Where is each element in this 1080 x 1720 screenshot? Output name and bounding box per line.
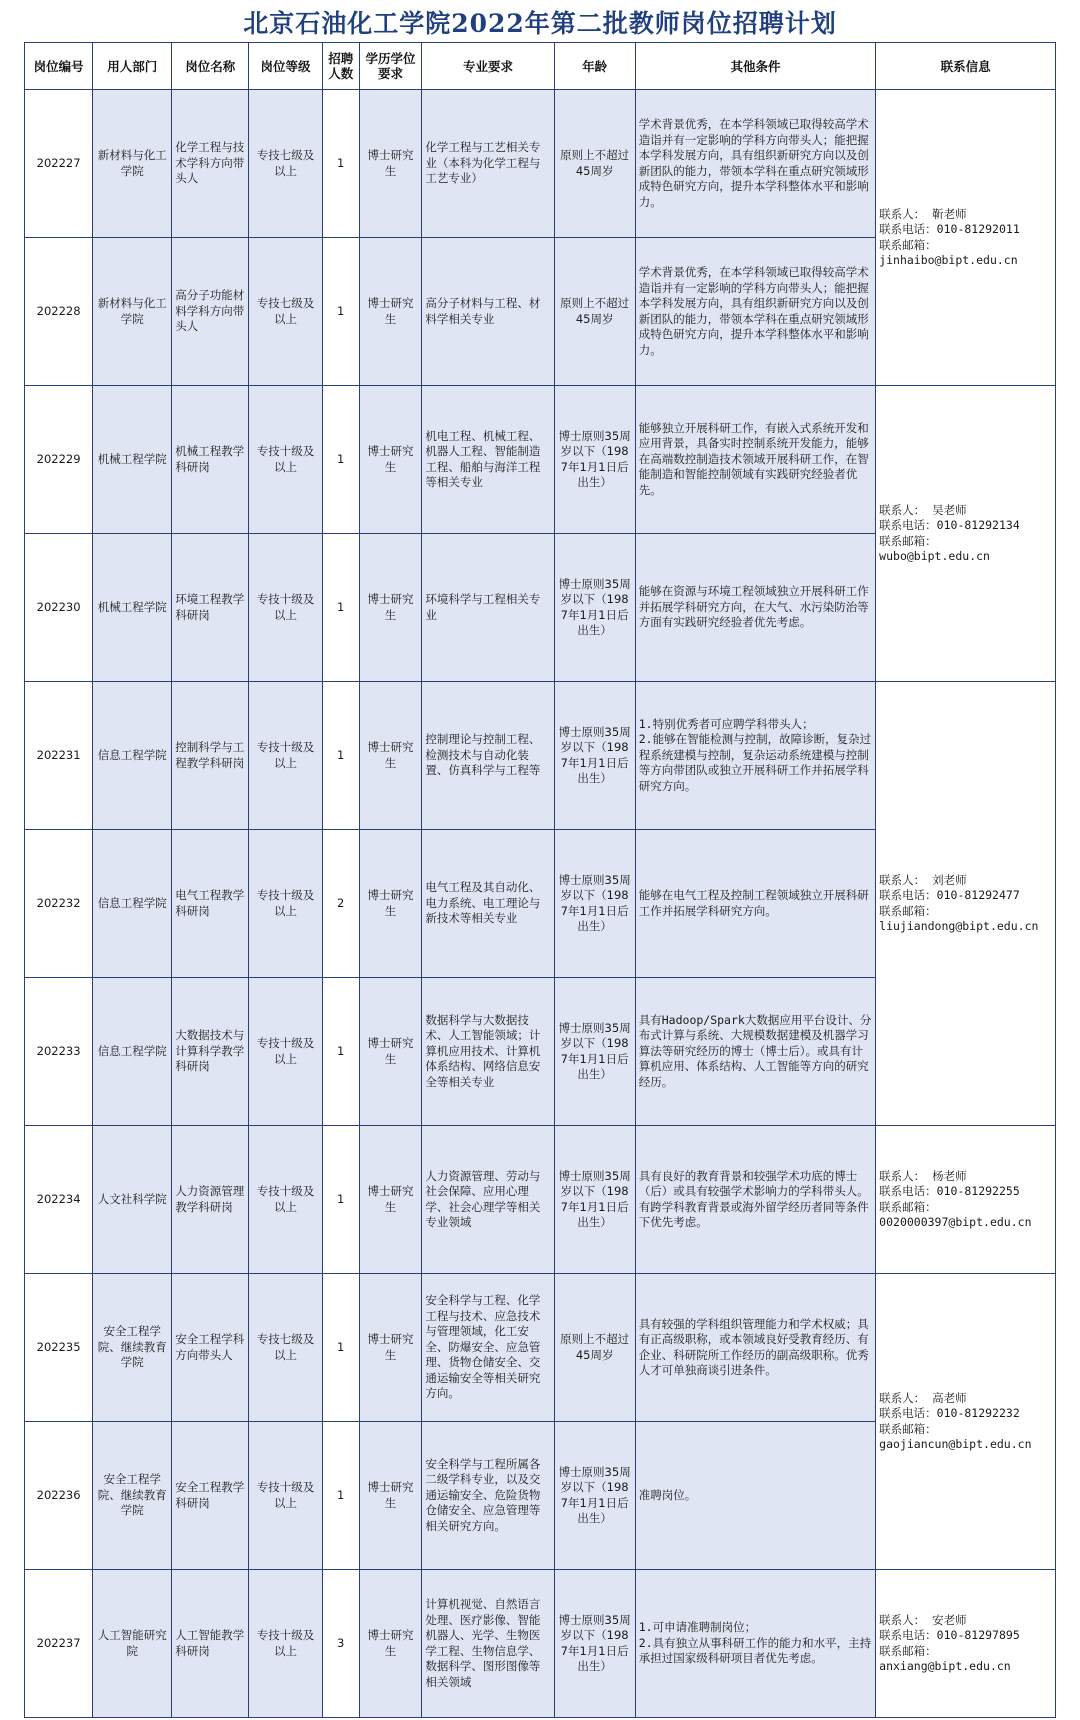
- cell-dept: 信息工程学院: [93, 978, 172, 1126]
- contact-phone: 联系电话：010-81292134: [879, 518, 1020, 532]
- page-title: 北京石油化工学院2022年第二批教师岗位招聘计划: [243, 9, 837, 38]
- cell-level: 专技十级及以上: [249, 978, 323, 1126]
- cell-other: 具有较强的学科组织管理能力和学术权威；具有正高级职称，或本领域良好受教育经历、有企业、科研院所工作经历的副高级职称。优秀人才可单独商谈引进条件。: [635, 1274, 875, 1422]
- contact-person: 联系人： 刘老师: [879, 872, 967, 887]
- cell-id: 202234: [25, 1126, 93, 1274]
- header-id: 岗位编号: [25, 43, 93, 90]
- cell-degree: 博士研究生: [359, 1126, 422, 1274]
- contact-cell: [876, 386, 1056, 682]
- cell-id: 202228: [25, 238, 93, 386]
- contact-cell: [876, 90, 1056, 386]
- cell-num: 2: [322, 830, 359, 978]
- cell-post: 环境工程教学科研岗: [172, 534, 249, 682]
- contact-email-label: 联系邮箱：: [879, 237, 937, 252]
- contact-cell: [876, 1126, 1056, 1274]
- cell-major: 数据科学与大数据技术、人工智能领域；计算机应用技术、计算机体系结构、网络信息安全等相关专业: [422, 978, 554, 1126]
- cell-major: 安全科学与工程、化学工程与技术、应急技术与管理领域，化工安全、防爆安全、应急管理、货物仓储安全、交通运输安全等相关研究方向。: [422, 1274, 554, 1422]
- cell-degree: 博士研究生: [359, 238, 422, 386]
- cell-age: 原则上不超过45周岁: [554, 90, 635, 238]
- cell-dept: 人文社科学院: [93, 1126, 172, 1274]
- cell-major: 人力资源管理、劳动与社会保障、应用心理学、社会心理学等相关专业领域: [422, 1126, 554, 1274]
- contact-person: 联系人： 安老师: [879, 1612, 967, 1627]
- header-other: 其他条件: [635, 43, 875, 90]
- cell-degree: 博士研究生: [359, 1422, 422, 1570]
- cell-num: 1: [322, 534, 359, 682]
- cell-major: 计算机视觉、自然语言处理、医疗影像、智能机器人、光学、生物医学工程、生物信息学、数据科学、图形图像等相关领域: [422, 1570, 554, 1718]
- table-row: [25, 1126, 1056, 1274]
- cell-degree: 博士研究生: [359, 1274, 422, 1422]
- table-row: [25, 1274, 1056, 1422]
- contact-email[interactable]: gaojiancun@bipt.edu.cn: [879, 1437, 1032, 1451]
- cell-dept: 人工智能研究院: [93, 1570, 172, 1718]
- cell-major: 化学工程与工艺相关专业（本科为化学工程与工艺专业）: [422, 90, 554, 238]
- cell-num: 1: [322, 682, 359, 830]
- contact-phone: 联系电话：010-81292255: [879, 1184, 1020, 1198]
- cell-dept: 机械工程学院: [93, 534, 172, 682]
- cell-major: 控制理论与控制工程、检测技术与自动化装置、仿真科学与工程等: [422, 682, 554, 830]
- cell-post: 控制科学与工程教学科研岗: [172, 682, 249, 830]
- cell-level: 专技十级及以上: [249, 386, 323, 534]
- cell-id: 202236: [25, 1422, 93, 1570]
- cell-major: 电气工程及其自动化、电力系统、电工理论与新技术等相关专业: [422, 830, 554, 978]
- cell-age: 博士原则35周岁以下（1987年1月1日后出生）: [554, 1126, 635, 1274]
- contact-person: 联系人： 杨老师: [879, 1168, 967, 1183]
- cell-post: 人力资源管理教学科研岗: [172, 1126, 249, 1274]
- cell-num: 3: [322, 1570, 359, 1718]
- cell-num: 1: [322, 978, 359, 1126]
- cell-degree: 博士研究生: [359, 386, 422, 534]
- header-major: 专业要求: [422, 43, 554, 90]
- cell-num: 1: [322, 1274, 359, 1422]
- header-age: 年龄: [554, 43, 635, 90]
- cell-post: 大数据技术与计算科学教学科研岗: [172, 978, 249, 1126]
- contact-email[interactable]: liujiandong@bipt.edu.cn: [879, 919, 1039, 933]
- table-row: [25, 90, 1056, 238]
- cell-other: 学术背景优秀，在本学科领域已取得较高学术造诣并有一定影响的学科方向带头人；能把握本学科发展方向，具有组织新研究方向以及创新团队的能力，带领本学科在重点研究领域形成特色研究方向，提升本学科整体水平和影响力。: [635, 238, 875, 386]
- cell-level: 专技七级及以上: [249, 90, 323, 238]
- table-header-row: [25, 43, 1056, 90]
- cell-other: 1.可申请准聘制岗位； 2.具有独立从事科研工作的能力和水平，主持承担过国家级科研项目者优先考虑。: [635, 1570, 875, 1718]
- header-dept: 用人部门: [93, 43, 172, 90]
- cell-age: 博士原则35周岁以下（1987年1月1日后出生）: [554, 830, 635, 978]
- cell-age: 原则上不超过45周岁: [554, 1274, 635, 1422]
- contact-email-label: 联系邮箱：: [879, 903, 937, 918]
- contact-person: 联系人： 靳老师: [879, 206, 967, 221]
- cell-other: 学术背景优秀，在本学科领域已取得较高学术造诣并有一定影响的学科方向带头人；能把握本学科发展方向，具有组织新研究方向以及创新团队的能力，带领本学科在重点研究领域形成特色研究方向，提升本学科整体水平和影响力。: [635, 90, 875, 238]
- cell-num: 1: [322, 1422, 359, 1570]
- contact-phone: 联系电话：010-81292232: [879, 1406, 1020, 1420]
- recruitment-table: [24, 42, 1056, 1718]
- cell-id: 202232: [25, 830, 93, 978]
- cell-level: 专技十级及以上: [249, 1422, 323, 1570]
- cell-age: 博士原则35周岁以下（1987年1月1日后出生）: [554, 534, 635, 682]
- cell-major: 环境科学与工程相关专业: [422, 534, 554, 682]
- header-level: 岗位等级: [249, 43, 323, 90]
- contact-email[interactable]: anxiang@bipt.edu.cn: [879, 1659, 1011, 1673]
- cell-age: 博士原则35周岁以下（1987年1月1日后出生）: [554, 682, 635, 830]
- cell-age: 博士原则35周岁以下（1987年1月1日后出生）: [554, 386, 635, 534]
- cell-degree: 博士研究生: [359, 534, 422, 682]
- contact-email-label: 联系邮箱：: [879, 1643, 937, 1658]
- cell-major: 安全科学与工程所属各二级学科专业，以及交通运输安全、危险货物仓储安全、应急管理等相关研究方向。: [422, 1422, 554, 1570]
- cell-id: 202237: [25, 1570, 93, 1718]
- cell-level: 专技七级及以上: [249, 238, 323, 386]
- cell-degree: 博士研究生: [359, 978, 422, 1126]
- contact-email[interactable]: wubo@bipt.edu.cn: [879, 549, 990, 563]
- cell-age: 原则上不超过45周岁: [554, 238, 635, 386]
- cell-degree: 博士研究生: [359, 830, 422, 978]
- cell-num: 1: [322, 1126, 359, 1274]
- header-degree: 学历学位要求: [359, 43, 422, 90]
- cell-dept: 机械工程学院: [93, 386, 172, 534]
- cell-id: 202230: [25, 534, 93, 682]
- cell-post: 化学工程与技术学科方向带头人: [172, 90, 249, 238]
- cell-level: 专技七级及以上: [249, 1274, 323, 1422]
- cell-degree: 博士研究生: [359, 682, 422, 830]
- cell-other: 准聘岗位。: [635, 1422, 875, 1570]
- contact-person: 联系人： 吴老师: [879, 502, 967, 517]
- header-num: 招聘人数: [322, 43, 359, 90]
- contact-cell: [876, 1570, 1056, 1718]
- cell-other: 1.特别优秀者可应聘学科带头人； 2.能够在智能检测与控制，故障诊断，复杂过程系统建模与控制，复杂运动系统建模与控制等方向带团队或独立开展科研工作并拓展学科研究方向。: [635, 682, 875, 830]
- contact-phone: 联系电话：010-81292011: [879, 222, 1020, 236]
- contact-cell: [876, 1274, 1056, 1570]
- cell-num: 1: [322, 238, 359, 386]
- cell-level: 专技十级及以上: [249, 682, 323, 830]
- cell-level: 专技十级及以上: [249, 1570, 323, 1718]
- cell-level: 专技十级及以上: [249, 830, 323, 978]
- table-row: [25, 1570, 1056, 1718]
- cell-major: 机电工程、机械工程、机器人工程、智能制造工程、船舶与海洋工程等相关专业: [422, 386, 554, 534]
- cell-age: 博士原则35周岁以下（1987年1月1日后出生）: [554, 978, 635, 1126]
- cell-id: 202233: [25, 978, 93, 1126]
- cell-id: 202235: [25, 1274, 93, 1422]
- contact-phone: 联系电话：010-81292477: [879, 888, 1020, 902]
- cell-dept: 安全工程学院、继续教育学院: [93, 1274, 172, 1422]
- cell-post: 电气工程教学科研岗: [172, 830, 249, 978]
- table-row: [25, 386, 1056, 534]
- contact-cell: [876, 682, 1056, 1126]
- contact-email-label: 联系邮箱：: [879, 533, 937, 548]
- cell-major: 高分子材料与工程、材料学相关专业: [422, 238, 554, 386]
- cell-post: 机械工程教学科研岗: [172, 386, 249, 534]
- cell-other: 能够在资源与环境工程领域独立开展科研工作并拓展学科研究方向，在大气、水污染防治等方面有实践研究经验者优先考虑。: [635, 534, 875, 682]
- contact-email-label: 联系邮箱：: [879, 1199, 937, 1214]
- table-row: [25, 682, 1056, 830]
- header-post: 岗位名称: [172, 43, 249, 90]
- cell-id: 202231: [25, 682, 93, 830]
- cell-num: 1: [322, 386, 359, 534]
- cell-post: 安全工程学科方向带头人: [172, 1274, 249, 1422]
- contact-person: 联系人： 高老师: [879, 1390, 967, 1405]
- contact-email[interactable]: 0020000397@bipt.edu.cn: [879, 1215, 1032, 1229]
- cell-other: 能够独立开展科研工作，有嵌入式系统开发和应用背景，具备实时控制系统开发能力，能够在高端数控制造技术领域开展科研工作，在智能制造和智能控制领域有实践研究经验者优先。: [635, 386, 875, 534]
- cell-degree: 博士研究生: [359, 1570, 422, 1718]
- cell-post: 高分子功能材料学科方向带头人: [172, 238, 249, 386]
- contact-email-label: 联系邮箱：: [879, 1421, 937, 1436]
- cell-degree: 博士研究生: [359, 90, 422, 238]
- cell-level: 专技十级及以上: [249, 1126, 323, 1274]
- contact-email[interactable]: jinhaibo@bipt.edu.cn: [879, 253, 1018, 267]
- cell-num: 1: [322, 90, 359, 238]
- cell-dept: 安全工程学院、继续教育学院: [93, 1422, 172, 1570]
- cell-other: 能够在电气工程及控制工程领域独立开展科研工作并拓展学科研究方向。: [635, 830, 875, 978]
- cell-id: 202227: [25, 90, 93, 238]
- header-contact: 联系信息: [876, 43, 1056, 90]
- cell-id: 202229: [25, 386, 93, 534]
- cell-post: 人工智能教学科研岗: [172, 1570, 249, 1718]
- cell-age: 博士原则35周岁以下（1987年1月1日后出生）: [554, 1570, 635, 1718]
- cell-dept: 信息工程学院: [93, 830, 172, 978]
- cell-dept: 新材料与化工学院: [93, 238, 172, 386]
- cell-dept: 信息工程学院: [93, 682, 172, 830]
- cell-other: 具有Hadoop/Spark大数据应用平台设计、分布式计算与系统、大规模数据建模及机器学习算法等研究经历的博士（博士后）。或具有计算机应用、体系结构、人工智能等方向的研究经历。: [635, 978, 875, 1126]
- contact-phone: 联系电话：010-81297895: [879, 1628, 1020, 1642]
- cell-other: 具有良好的教育背景和较强学术功底的博士（后）或具有较强学术影响力的学科带头人。有跨学科教育背景或海外留学经历者同等条件下优先考虑。: [635, 1126, 875, 1274]
- cell-dept: 新材料与化工学院: [93, 90, 172, 238]
- cell-post: 安全工程教学科研岗: [172, 1422, 249, 1570]
- cell-age: 博士原则35周岁以下（1987年1月1日后出生）: [554, 1422, 635, 1570]
- cell-level: 专技十级及以上: [249, 534, 323, 682]
